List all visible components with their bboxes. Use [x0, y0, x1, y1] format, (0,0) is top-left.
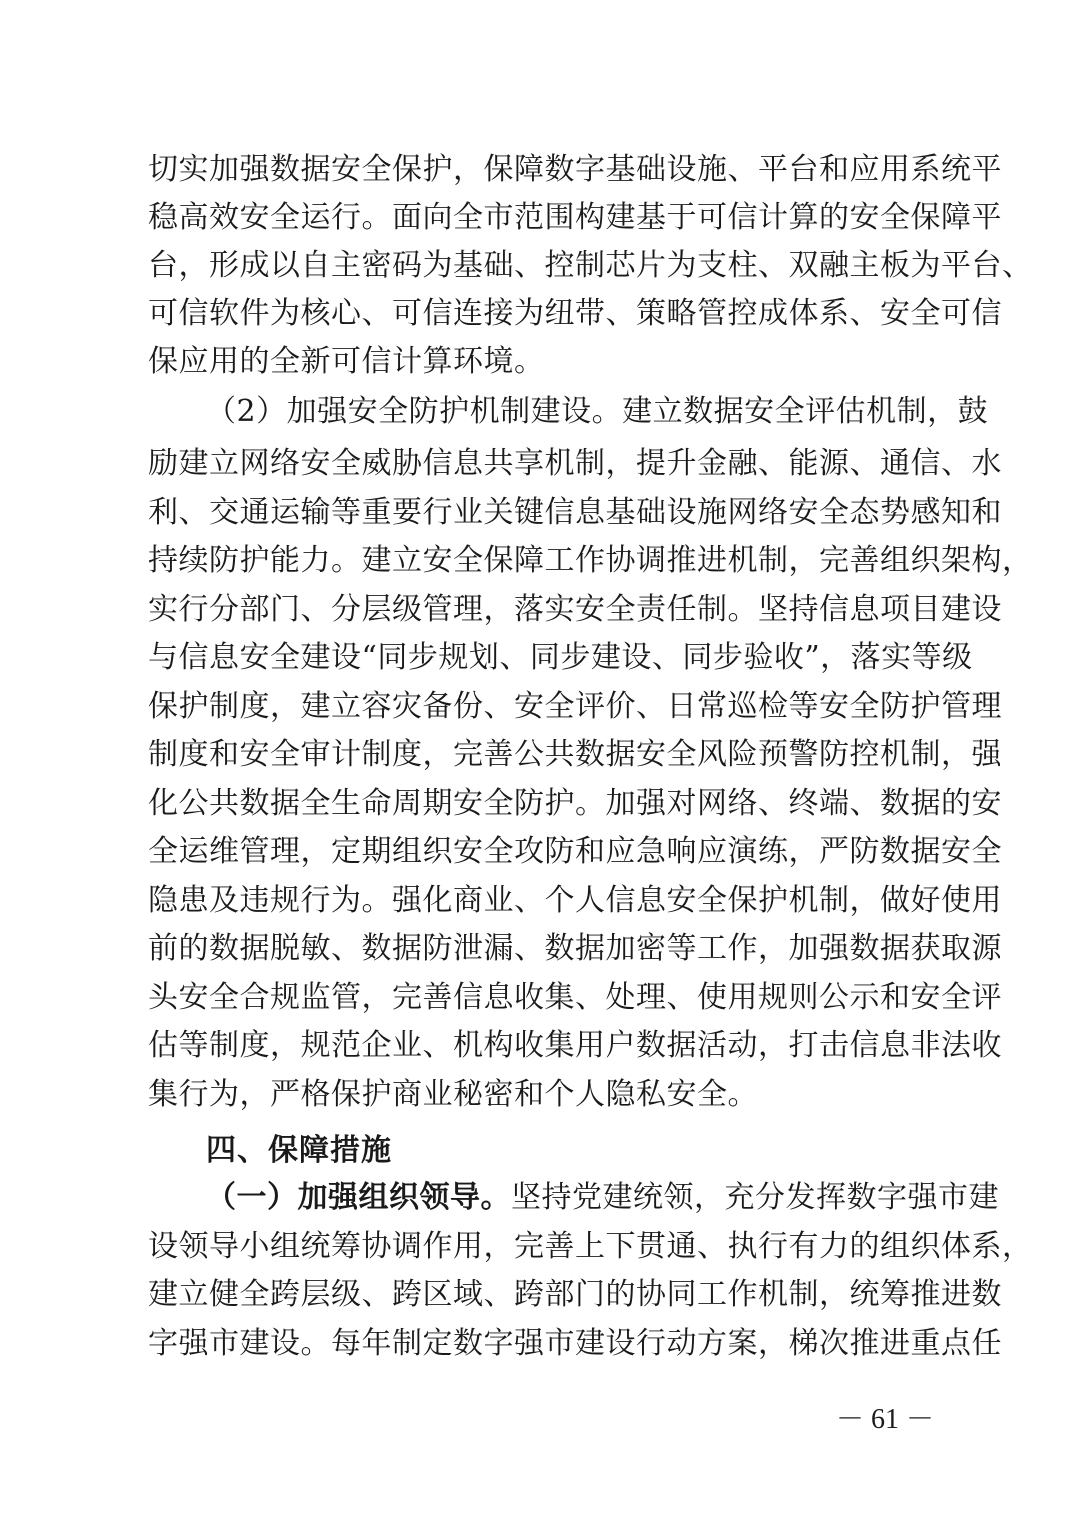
paragraph-2-line-8: 制度和安全审计制度，完善公共数据安全风险预警防控机制，强 [148, 737, 1002, 772]
paragraph-2-line-7: 保护制度，建立容灾备份、安全评价、日常巡检等安全防护管理 [148, 689, 1002, 724]
paragraph-2-line-14: 估等制度，规范企业、机构收集用户数据活动，打击信息非法收 [148, 1028, 1002, 1063]
paragraph-2-line-5: 实行分部门、分层级管理，落实安全责任制。坚持信息项目建设 [148, 592, 1002, 627]
paragraph-2-line-15: 集行为，严格保护商业秘密和个人隐私安全。 [148, 1077, 758, 1112]
paragraph-2-line-6: 与信息安全建设“同步规划、同步建设、同步验收”，落实等级 [148, 640, 973, 675]
paragraph-1-line-3: 台，形成以自主密码为基础、控制芯片为支柱、双融主板为平台、 [148, 248, 1033, 283]
paragraph-2-line-12: 前的数据脱敏、数据防泄漏、数据加密等工作，加强数据获取源 [148, 931, 1002, 966]
paragraph-3-lead: （一）加强组织领导。 [206, 1180, 511, 1215]
paragraph-1-line-1: 切实加强数据安全保护，保障数字基础设施、平台和应用系统平 [148, 152, 1002, 187]
paragraph-3-line-3: 建立健全跨层级、跨区域、跨部门的协同工作机制，统筹推进数 [148, 1277, 1002, 1312]
paragraph-2-line-2: 励建立网络安全威胁信息共享机制，提升金融、能源、通信、水 [148, 446, 1002, 481]
paragraph-3-line-1 [206, 1174, 999, 1222]
paragraph-2-line-4: 持续防护能力。建立安全保障工作协调推进机制，完善组织架构， [148, 543, 1033, 578]
page-number: － 61 － [835, 1404, 934, 1435]
paragraph-2-line-3: 利、交通运输等重要行业关键信息基础设施网络安全态势感知和 [148, 495, 1002, 530]
paragraph-1-line-5: 保应用的全新可信计算环境。 [148, 344, 545, 379]
paragraph-1-line-4: 可信软件为核心、可信连接为纽带、策略管控成体系、安全可信 [148, 296, 1002, 331]
paragraph-2-line-10: 全运维管理，定期组织安全攻防和应急响应演练，严防数据安全 [148, 834, 1002, 869]
paragraph-2-line-11: 隐患及违规行为。强化商业、个人信息安全保护机制，做好使用 [148, 883, 1002, 918]
paragraph-2-line-1: （2）加强安全防护机制建设。建立数据安全评估机制，鼓 [206, 394, 989, 429]
paragraph-3-line-1-rest: 坚持党建统领，充分发挥数字强市建 [511, 1180, 999, 1215]
section-heading: 四、保障措施 [206, 1133, 392, 1168]
paragraph-2-line-9: 化公共数据全生命周期安全防护。加强对网络、终端、数据的安 [148, 786, 1002, 821]
paragraph-3-line-2: 设领导小组统筹协调作用，完善上下贯通、执行有力的组织体系， [148, 1229, 1033, 1264]
paragraph-1-line-2: 稳高效安全运行。面向全市范围构建基于可信计算的安全保障平 [148, 200, 1002, 235]
paragraph-3-line-4: 字强市建设。每年制定数字强市建设行动方案，梯次推进重点任 [148, 1326, 1002, 1361]
paragraph-2-line-13: 头安全合规监管，完善信息收集、处理、使用规则公示和安全评 [148, 980, 1002, 1015]
